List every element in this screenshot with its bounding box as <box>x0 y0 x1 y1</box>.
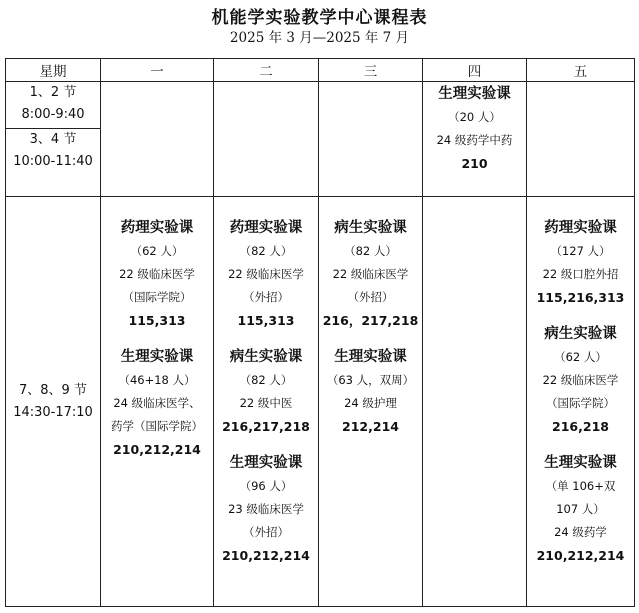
header-friday: 五 <box>527 59 635 82</box>
course-name: 药理实验课 <box>229 220 303 236</box>
student-count: （127 人） <box>550 244 611 258</box>
student-count: （单 106+双 <box>545 479 616 493</box>
period-time: 10:00-11:40 <box>13 154 93 169</box>
student-count: （96 人） <box>239 479 293 493</box>
course-block <box>319 217 422 332</box>
cell-mon-morning <box>101 82 214 197</box>
header-wednesday: 三 <box>319 59 423 82</box>
cell-thu-afternoon <box>423 197 527 607</box>
student-group: （外招） <box>243 525 289 539</box>
student-count: （46+18 人） <box>118 373 196 387</box>
room-numbers: 115,216,313 <box>536 290 625 305</box>
period-label: 3、4 节 <box>29 132 77 147</box>
student-group: （外招） <box>347 290 394 304</box>
student-group: 24 级药学中药 <box>436 133 513 147</box>
cell-tue-afternoon <box>214 197 319 607</box>
morning-row <box>6 82 635 197</box>
student-group: 24 级药学 <box>554 525 607 539</box>
morning-period-cell <box>6 82 101 197</box>
period-3-4 <box>6 128 100 173</box>
course-block <box>423 82 526 175</box>
student-group: （国际学院） <box>546 396 615 410</box>
student-count: （82 人） <box>239 244 293 258</box>
course-block <box>527 452 634 567</box>
afternoon-period-cell <box>6 197 101 607</box>
header-monday: 一 <box>101 59 214 82</box>
course-name: 药理实验课 <box>544 220 617 236</box>
course-block <box>527 217 634 309</box>
course-block <box>527 323 634 438</box>
header-thursday: 四 <box>423 59 527 82</box>
student-count: （62 人） <box>554 350 607 364</box>
cell-mon-afternoon <box>101 197 214 607</box>
cell-tue-morning <box>214 82 319 197</box>
student-group: 22 级中医 <box>239 396 293 410</box>
student-group: 23 级临床医学 <box>228 502 304 516</box>
course-block <box>101 217 213 332</box>
course-block <box>214 217 318 332</box>
course-name: 生理实验课 <box>229 455 303 471</box>
period-time: 8:00-9:40 <box>21 107 85 122</box>
student-group: 22 级临床医学 <box>228 267 304 281</box>
cell-thu-morning <box>423 82 527 197</box>
student-group: （外招） <box>243 290 289 304</box>
student-group: 24 级护理 <box>344 396 397 410</box>
header-tuesday: 二 <box>214 59 319 82</box>
student-group: 22 级临床医学 <box>119 267 195 281</box>
course-block <box>319 346 422 438</box>
room-numbers: 210,212,214 <box>113 442 201 457</box>
cell-wed-afternoon <box>319 197 423 607</box>
cell-fri-afternoon <box>527 197 635 607</box>
cell-wed-morning <box>319 82 423 197</box>
course-name: 生理实验课 <box>438 86 511 102</box>
student-group: 22 级临床医学 <box>542 373 619 387</box>
room-numbers: 216,217,218 <box>222 419 310 434</box>
student-count: （62 人） <box>130 244 184 258</box>
student-count: （82 人） <box>344 244 397 258</box>
room-numbers: 216，217,218 <box>322 313 419 328</box>
header-row <box>6 59 635 82</box>
room-numbers: 115,313 <box>237 313 295 328</box>
student-group: （国际学院） <box>122 290 192 304</box>
period-1-2 <box>6 82 100 128</box>
header-period: 星期 <box>6 59 101 82</box>
room-numbers: 216,218 <box>552 419 609 434</box>
course-name: 病生实验课 <box>334 220 407 236</box>
room-numbers: 210,212,214 <box>222 548 310 563</box>
room-numbers: 210 <box>461 156 488 171</box>
course-block <box>214 346 318 438</box>
course-name: 药理实验课 <box>120 220 194 236</box>
course-name: 生理实验课 <box>544 455 617 471</box>
student-group: 24 级临床医学、 <box>113 396 201 410</box>
course-name: 生理实验课 <box>120 349 194 365</box>
page-title: 机能学实验教学中心课程表 <box>211 8 428 28</box>
course-block <box>101 346 213 461</box>
student-count: （63 人，双周） <box>326 373 415 387</box>
room-numbers: 210,212,214 <box>536 548 625 563</box>
student-count: 107 人） <box>556 502 605 516</box>
student-group: 22 级口腔外招 <box>542 267 619 281</box>
room-numbers: 212,214 <box>342 419 399 434</box>
student-group: 药学（国际学院） <box>111 419 203 433</box>
student-count: （20 人） <box>448 110 501 124</box>
course-name: 生理实验课 <box>334 349 407 365</box>
cell-fri-morning <box>527 82 635 197</box>
room-numbers: 115,313 <box>128 313 186 328</box>
period-label: 1、2 节 <box>29 85 77 100</box>
period-time: 14:30-17:10 <box>13 404 93 420</box>
course-name: 病生实验课 <box>229 349 303 365</box>
student-count: （82 人） <box>239 373 293 387</box>
course-name: 病生实验课 <box>544 326 617 342</box>
period-label: 7、8、9 节 <box>19 382 87 398</box>
student-group: 22 级临床医学 <box>332 267 409 281</box>
page-subtitle: 2025 年 3 月—2025 年 7 月 <box>229 30 410 46</box>
course-block <box>214 452 318 567</box>
schedule-table <box>5 58 635 607</box>
afternoon-row <box>6 197 635 607</box>
